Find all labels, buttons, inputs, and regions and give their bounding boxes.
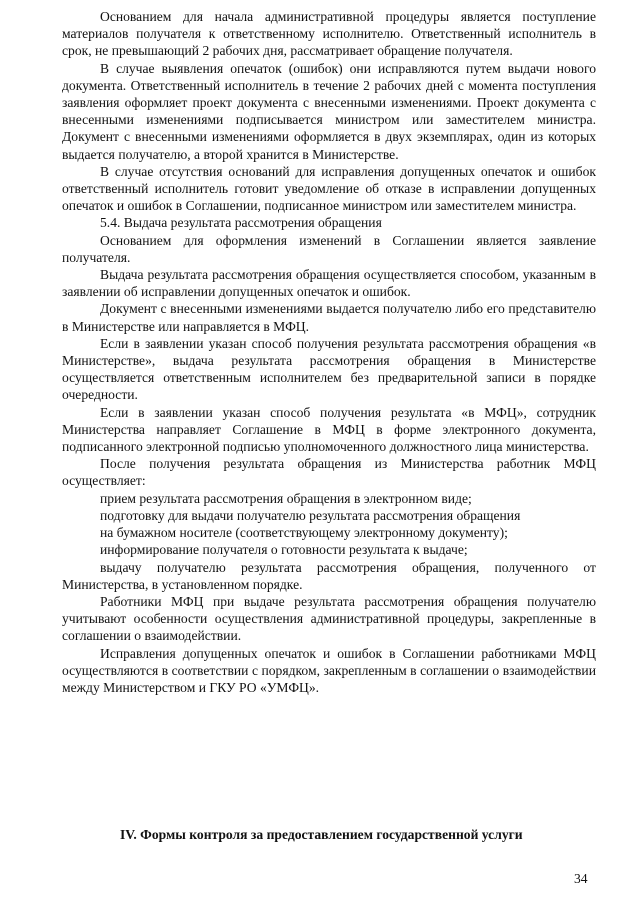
paragraph-typo-correction: В случае выявления опечаток (ошибок) они исправляются путем выдачи нового документа. Ответственный исполнитель в течение 2 рабочих дней с момента поступления заявления оформляет проект документа с внесенными изменениями. Проект документа с внесенными изменениями подписывается министром или заместителем министра. Документ с внесенными изменениями оформляется в двух экземплярах, один из которых выдается получателю, а второй хранится в Министерстве. — [62, 60, 596, 162]
paragraph-corrections-mfc: Исправления допущенных опечаток и ошибок в Соглашении работниками МФЦ осуществляются в соответствии с порядком, закрепленным в соглашении о взаимодействии между Министерством и ГКУ РО «УМФЦ». — [62, 645, 596, 695]
paragraph-procedure-basis: Основанием для начала административной процедуры является поступление материалов получателя к ответственному исполнителю. Ответственный исполнитель в срок, не превышающий 2 рабочих дня, рассматривает обращение получателя. — [62, 9, 596, 59]
paragraph-issue-ministry: Если в заявлении указан способ получения результата рассмотрения обращения «в Министерстве», выдача результата рассмотрения обращения в Министерстве осуществляется ответственным исполнителем без предварительной записи в порядке очередности. — [62, 335, 596, 403]
paragraph-mfc-workers: Работники МФЦ при выдаче результата рассмотрения обращения получателю учитывают особенности осуществления административной процедуры, закрепленные в соглашении о взаимодействии. — [62, 593, 596, 644]
list-item: подготовку для выдачи получателю результата рассмотрения обращения — [100, 507, 521, 523]
paragraph-document-issue: Документ с внесенными изменениями выдается получателю либо его представителю в Министерстве или направляется в МФЦ. — [62, 301, 596, 334]
body-text — [62, 8, 596, 696]
list-item: на бумажном носителе (соответствующему электронному документу); — [100, 525, 508, 541]
list-item: прием результата рассмотрения обращения в электронном виде; — [100, 490, 472, 506]
section-heading: IV. Формы контроля за предоставлением государственной услуги — [120, 827, 523, 842]
paragraph-issue-method: Выдача результата рассмотрения обращения осуществляется способом, указанным в заявлении об исправлении допущенных опечаток и ошибок. — [62, 267, 596, 300]
list-item: информирование получателя о готовности результата к выдаче; — [100, 542, 468, 558]
paragraph-mfc-actions: После получения результата обращения из Министерства работник МФЦ осуществляет: — [62, 456, 596, 489]
paragraph-refusal-notice: В случае отсутствия оснований для исправления допущенных опечаток и ошибок ответственный исполнитель готовит уведомление об отказе в исправлении допущенных опечаток и ошибок в Соглашении, подписанное министром или заместителем министра. — [62, 163, 596, 214]
subsection-title: 5.4. Выдача результата рассмотрения обращения — [100, 215, 382, 231]
paragraph-change-basis: Основанием для оформления изменений в Соглашении является заявление получателя. — [62, 232, 596, 265]
page-number: 34 — [574, 871, 588, 886]
paragraph-issue-mfc — [62, 404, 596, 456]
list-item: выдачу получателю результата рассмотрения обращения, полученного от Министерства, в установленном порядке. — [62, 559, 596, 592]
paragraph-issue-mfc-text: Если в заявлении указан способ получения результата «в МФЦ», сотрудник Министерства направляет Соглашение в МФЦ в форме электронного документа, подписанного электронной подписью уполномоченного должностного лица министерства. — [62, 404, 596, 455]
